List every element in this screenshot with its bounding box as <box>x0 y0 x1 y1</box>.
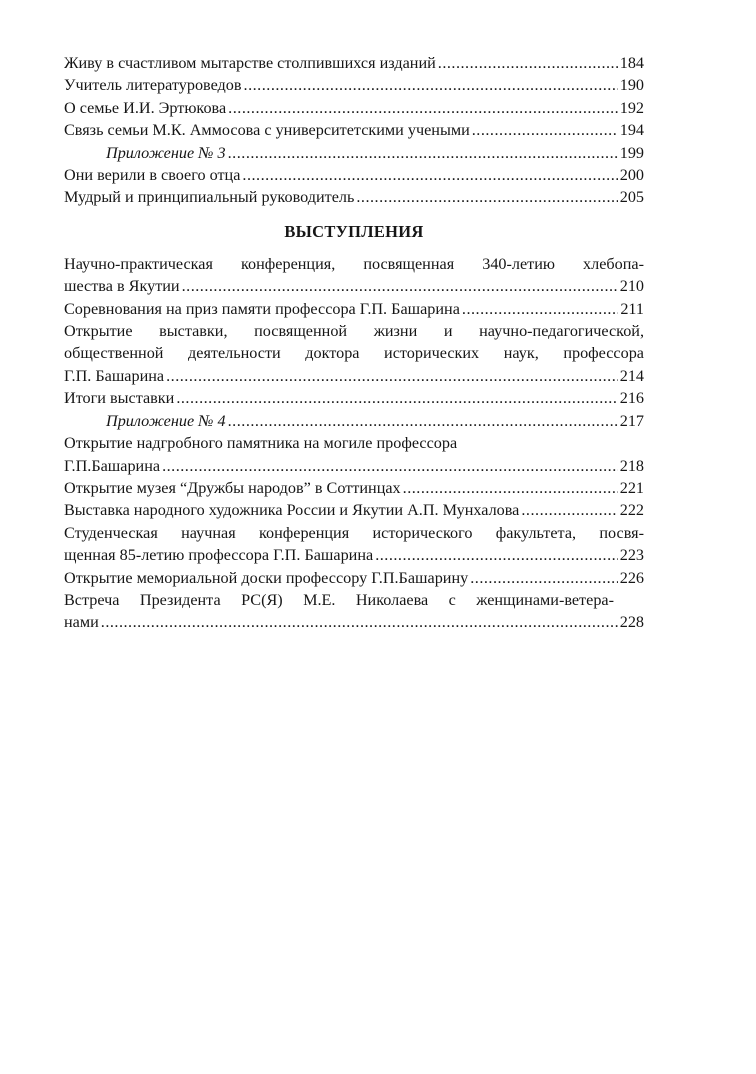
leader-dots <box>356 186 617 208</box>
leader-dots <box>228 97 618 119</box>
toc-entry-title: Живу в счастливом мытарстве столпившихся изданий <box>64 54 436 72</box>
toc-entry-title: Мудрый и принципиальный руководитель <box>64 188 355 207</box>
toc-entry-title: О семье И.И. Эртюкова <box>64 98 227 117</box>
toc-entry-page: 221 <box>619 478 644 497</box>
toc-entry-title: Учитель литературоведов <box>64 76 242 95</box>
toc-entry-page: 226 <box>619 568 644 587</box>
toc-entry <box>64 164 644 186</box>
toc-entry <box>64 186 644 208</box>
toc-entry-line: Научно-практическая конференция, посвященная 340-летию хлебопа- <box>64 254 644 273</box>
toc-entry-title: Открытие музея “Дружбы народов” в Соттинцах <box>64 478 401 497</box>
section-title: ВЫСТУПЛЕНИЯ <box>284 221 424 241</box>
toc-entry-page: 218 <box>619 456 644 475</box>
toc-entry-title: Г.П.Башарина <box>64 456 161 475</box>
toc-entry-page: 200 <box>619 166 644 185</box>
toc-entry-title: щенная 85-летию профессора Г.П. Башарина <box>64 546 374 565</box>
leader-dots <box>438 52 618 74</box>
leader-dots <box>228 410 618 432</box>
toc-entry-title: Открытие мемориальной доски профессору Г.П.Башарину <box>64 568 469 587</box>
toc-entry-title: Они верили в своего отца <box>64 166 241 185</box>
toc-entry-title: Соревнования на приз памяти профессора Г.П. Башарина <box>64 299 460 318</box>
toc-entry-page: 214 <box>619 366 644 385</box>
toc-entry-page: 194 <box>619 121 644 140</box>
toc-entry-page: 190 <box>619 76 644 95</box>
leader-dots <box>521 499 617 521</box>
toc-entry <box>64 499 644 521</box>
toc-entry-page: 222 <box>619 501 644 520</box>
leader-dots <box>228 142 618 164</box>
toc-entry <box>64 477 644 499</box>
leader-dots <box>176 387 617 409</box>
toc-entry-line: Открытие выставки, посвященной жизни и научно-педагогической, <box>64 322 644 341</box>
toc-entry <box>64 52 644 74</box>
toc-entry-page: 210 <box>619 277 644 296</box>
toc-entry <box>64 589 644 634</box>
table-of-contents <box>64 52 644 634</box>
toc-entry <box>64 320 644 387</box>
toc-entry-page: 205 <box>619 188 644 207</box>
toc-entry-title: нами <box>64 613 99 632</box>
leader-dots <box>244 74 618 96</box>
toc-entry-line: Открытие надгробного памятника на могиле профессора <box>64 434 458 453</box>
toc-entry <box>64 522 644 567</box>
toc-entry-page: 223 <box>619 546 644 565</box>
toc-entry <box>64 387 644 409</box>
toc-entry-line: общественной деятельности доктора исторических наук, профессора <box>64 344 644 363</box>
leader-dots <box>101 611 618 633</box>
toc-entry <box>64 298 644 320</box>
toc-entry <box>64 97 644 119</box>
toc-entry-title: Приложение № 3 <box>106 143 226 162</box>
toc-entry-appendix <box>64 142 644 164</box>
leader-dots <box>470 567 618 589</box>
toc-entry-title: Выставка народного художника России и Якутии А.П. Мунхалова <box>64 501 520 520</box>
leader-dots <box>242 164 617 186</box>
toc-entry <box>64 253 644 298</box>
toc-entry-title: Связь семьи М.К. Аммосова с университетскими учеными <box>64 121 470 140</box>
toc-entry-page: 184 <box>619 54 644 72</box>
toc-entry-title: Итоги выставки <box>64 389 175 408</box>
toc-entry-appendix <box>64 410 644 432</box>
toc-entry-line: Встреча Президента РС(Я) М.Е. Николаева с женщинами-ветера- <box>64 590 614 609</box>
toc-entry-title: Приложение № 4 <box>106 411 226 430</box>
toc-entry-page: 199 <box>619 143 644 162</box>
leader-dots <box>472 119 618 141</box>
toc-entry <box>64 567 644 589</box>
toc-entry <box>64 119 644 141</box>
toc-entry-page: 228 <box>619 613 644 632</box>
toc-entry <box>64 74 644 96</box>
leader-dots <box>462 298 618 320</box>
toc-entry-page: 192 <box>619 98 644 117</box>
leader-dots <box>166 365 618 387</box>
toc-entry-title: шества в Якутии <box>64 277 180 296</box>
leader-dots <box>403 477 618 499</box>
toc-entry-page: 217 <box>619 411 644 430</box>
toc-entry-line: Студенческая научная конференция исторического факультета, посвя- <box>64 523 644 542</box>
toc-entry-page: 216 <box>619 389 644 408</box>
toc-entry-page: 211 <box>620 299 644 318</box>
leader-dots <box>182 275 618 297</box>
leader-dots <box>162 455 618 477</box>
toc-entry-title: Г.П. Башарина <box>64 366 165 385</box>
toc-entry <box>64 432 644 477</box>
leader-dots <box>375 544 618 566</box>
